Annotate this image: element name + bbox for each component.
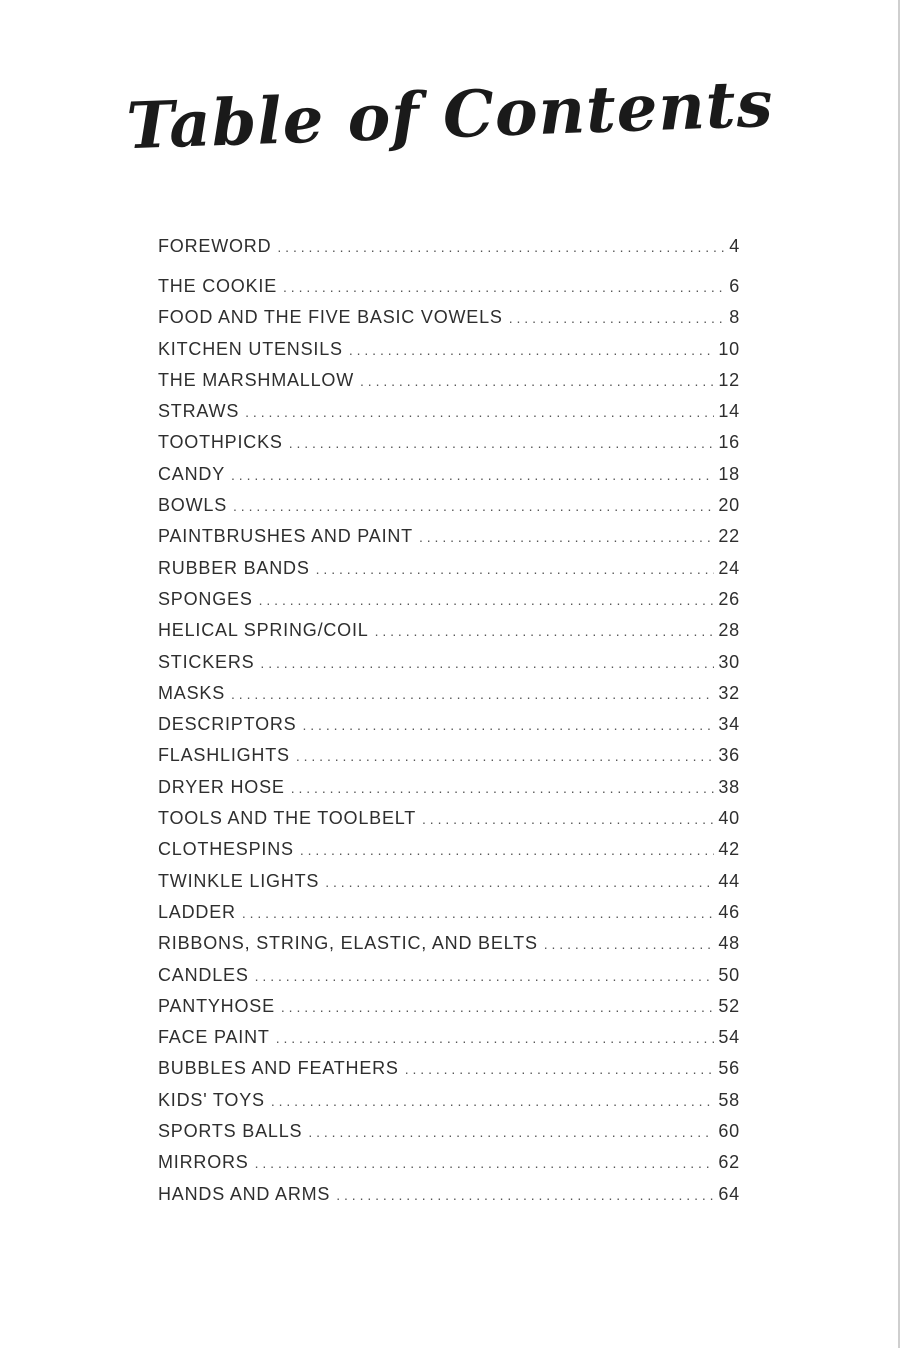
toc-entry-page: 46 bbox=[718, 901, 740, 922]
dot-leader bbox=[419, 529, 714, 545]
toc-entry-label: CANDLES bbox=[158, 964, 249, 985]
toc-entry bbox=[158, 432, 740, 463]
toc-entry-page: 14 bbox=[718, 401, 740, 422]
toc-entry-page: 36 bbox=[718, 745, 740, 766]
toc-entry-label: PANTYHOSE bbox=[158, 995, 275, 1016]
dot-leader bbox=[291, 780, 715, 796]
dot-leader bbox=[349, 342, 715, 358]
dot-leader bbox=[277, 239, 725, 255]
toc-entry-label: BOWLS bbox=[158, 495, 228, 516]
dot-leader bbox=[336, 1187, 714, 1203]
table-of-contents bbox=[158, 236, 740, 1215]
toc-entry bbox=[158, 902, 740, 933]
toc-entry-page: 30 bbox=[718, 651, 740, 672]
dot-leader bbox=[360, 373, 714, 389]
toc-entry-page: 10 bbox=[718, 338, 740, 359]
dot-leader bbox=[281, 999, 714, 1015]
dot-leader bbox=[259, 592, 715, 608]
dot-leader bbox=[231, 467, 714, 483]
toc-entry-label: CLOTHESPINS bbox=[158, 839, 294, 860]
toc-entry-page: 40 bbox=[718, 808, 740, 829]
toc-entry-label: STICKERS bbox=[158, 651, 255, 672]
toc-entry-label: FACE PAINT bbox=[158, 1027, 270, 1048]
toc-entry-page: 22 bbox=[718, 526, 740, 547]
toc-entry bbox=[158, 495, 740, 526]
dot-leader bbox=[422, 811, 714, 827]
toc-entry-label: SPORTS BALLS bbox=[158, 1121, 303, 1142]
dot-leader bbox=[375, 623, 715, 639]
toc-entry-label: CANDY bbox=[158, 463, 226, 484]
toc-entry-label: RUBBER BANDS bbox=[158, 557, 310, 578]
dot-leader bbox=[405, 1061, 715, 1077]
toc-entry-label: LADDER bbox=[158, 901, 236, 922]
toc-entry-label: MASKS bbox=[158, 682, 226, 703]
toc-entry bbox=[158, 777, 740, 808]
toc-entry bbox=[158, 808, 740, 839]
toc-entry-page: 50 bbox=[718, 964, 740, 985]
toc-entry bbox=[158, 370, 740, 401]
toc-entry-page: 38 bbox=[718, 776, 740, 797]
toc-entry-label: PAINTBRUSHES AND PAINT bbox=[158, 526, 413, 547]
toc-entry bbox=[158, 965, 740, 996]
toc-entry-page: 42 bbox=[718, 839, 740, 860]
toc-entry bbox=[158, 1090, 740, 1121]
toc-entry-page: 18 bbox=[718, 463, 740, 484]
toc-entry bbox=[158, 276, 740, 307]
toc-entry-label: FOREWORD bbox=[158, 236, 272, 256]
toc-entry-label: BUBBLES AND FEATHERS bbox=[158, 1058, 399, 1079]
dot-leader bbox=[289, 435, 715, 451]
toc-entry bbox=[158, 401, 740, 432]
dot-leader bbox=[255, 968, 715, 984]
toc-entry-page: 20 bbox=[718, 495, 740, 516]
toc-entry bbox=[158, 558, 740, 589]
toc-entry-label: FLASHLIGHTS bbox=[158, 745, 290, 766]
toc-entry-page: 54 bbox=[718, 1027, 740, 1048]
dot-leader bbox=[296, 748, 715, 764]
toc-entry bbox=[158, 339, 740, 370]
toc-entry-label: DRYER HOSE bbox=[158, 776, 285, 797]
dot-leader bbox=[242, 905, 715, 921]
toc-entry bbox=[158, 1152, 740, 1183]
toc-entry-label: HANDS AND ARMS bbox=[158, 1183, 331, 1204]
dot-leader bbox=[245, 404, 714, 420]
dot-leader bbox=[233, 498, 714, 514]
toc-entry bbox=[158, 683, 740, 714]
toc-entry-page: 12 bbox=[718, 369, 740, 390]
toc-entry-label: TOOTHPICKS bbox=[158, 432, 283, 453]
toc-entry-page: 64 bbox=[718, 1183, 740, 1204]
toc-entry bbox=[158, 1184, 740, 1215]
toc-entry bbox=[158, 996, 740, 1027]
dot-leader bbox=[544, 936, 715, 952]
toc-entry bbox=[158, 839, 740, 870]
toc-entry-page: 56 bbox=[718, 1058, 740, 1079]
toc-entry-page: 62 bbox=[718, 1152, 740, 1173]
toc-entry-page: 8 bbox=[729, 307, 740, 328]
toc-entry bbox=[158, 1027, 740, 1058]
toc-entry bbox=[158, 589, 740, 620]
dot-leader bbox=[260, 655, 714, 671]
dot-leader bbox=[271, 1093, 715, 1109]
toc-entry-label: HELICAL SPRING/COIL bbox=[158, 620, 369, 641]
toc-entry-label: SPONGES bbox=[158, 588, 253, 609]
toc-entry-label: THE MARSHMALLOW bbox=[158, 369, 355, 390]
toc-entry-label: MIRRORS bbox=[158, 1152, 249, 1173]
toc-entry-label: THE COOKIE bbox=[158, 276, 278, 296]
toc-entry bbox=[158, 714, 740, 745]
page-title: Table of Contents bbox=[125, 66, 775, 165]
toc-entry-page: 58 bbox=[718, 1089, 740, 1110]
toc-entry bbox=[158, 307, 740, 338]
dot-leader bbox=[509, 310, 725, 326]
toc-entry bbox=[158, 464, 740, 495]
dot-leader bbox=[283, 279, 725, 295]
toc-entry-label: RIBBONS, STRING, ELASTIC, AND BELTS bbox=[158, 933, 538, 954]
dot-leader bbox=[300, 842, 715, 858]
toc-entry bbox=[158, 236, 740, 276]
dot-leader bbox=[255, 1155, 715, 1171]
toc-entry-page: 32 bbox=[718, 682, 740, 703]
toc-entry-page: 6 bbox=[729, 276, 740, 296]
toc-entry-page: 44 bbox=[718, 870, 740, 891]
toc-entry-page: 52 bbox=[718, 995, 740, 1016]
dot-leader bbox=[325, 874, 714, 890]
toc-entry-page: 24 bbox=[718, 557, 740, 578]
toc-entry bbox=[158, 652, 740, 683]
toc-entry-label: TWINKLE LIGHTS bbox=[158, 870, 320, 891]
toc-entry bbox=[158, 871, 740, 902]
toc-entry-page: 4 bbox=[729, 236, 740, 256]
toc-entry-label: TOOLS AND THE TOOLBELT bbox=[158, 808, 417, 829]
toc-entry-page: 34 bbox=[718, 714, 740, 735]
toc-entry bbox=[158, 933, 740, 964]
toc-entry bbox=[158, 1058, 740, 1089]
toc-entry bbox=[158, 745, 740, 776]
toc-entry-label: STRAWS bbox=[158, 401, 240, 422]
toc-entry bbox=[158, 526, 740, 557]
dot-leader bbox=[276, 1030, 715, 1046]
dot-leader bbox=[308, 1124, 714, 1140]
dot-leader bbox=[303, 717, 715, 733]
toc-entry bbox=[158, 620, 740, 651]
toc-entry-page: 26 bbox=[718, 588, 740, 609]
toc-entry-page: 48 bbox=[718, 933, 740, 954]
toc-entry bbox=[158, 1121, 740, 1152]
dot-leader bbox=[231, 686, 714, 702]
toc-entry-page: 60 bbox=[718, 1121, 740, 1142]
toc-entry-page: 28 bbox=[718, 620, 740, 641]
dot-leader bbox=[316, 561, 715, 577]
toc-entry-label: FOOD AND THE FIVE BASIC VOWELS bbox=[158, 307, 503, 328]
toc-entry-label: KITCHEN UTENSILS bbox=[158, 338, 343, 359]
toc-entry-label: KIDS' TOYS bbox=[158, 1089, 265, 1110]
toc-entry-label: DESCRIPTORS bbox=[158, 714, 297, 735]
toc-entry-page: 16 bbox=[718, 432, 740, 453]
